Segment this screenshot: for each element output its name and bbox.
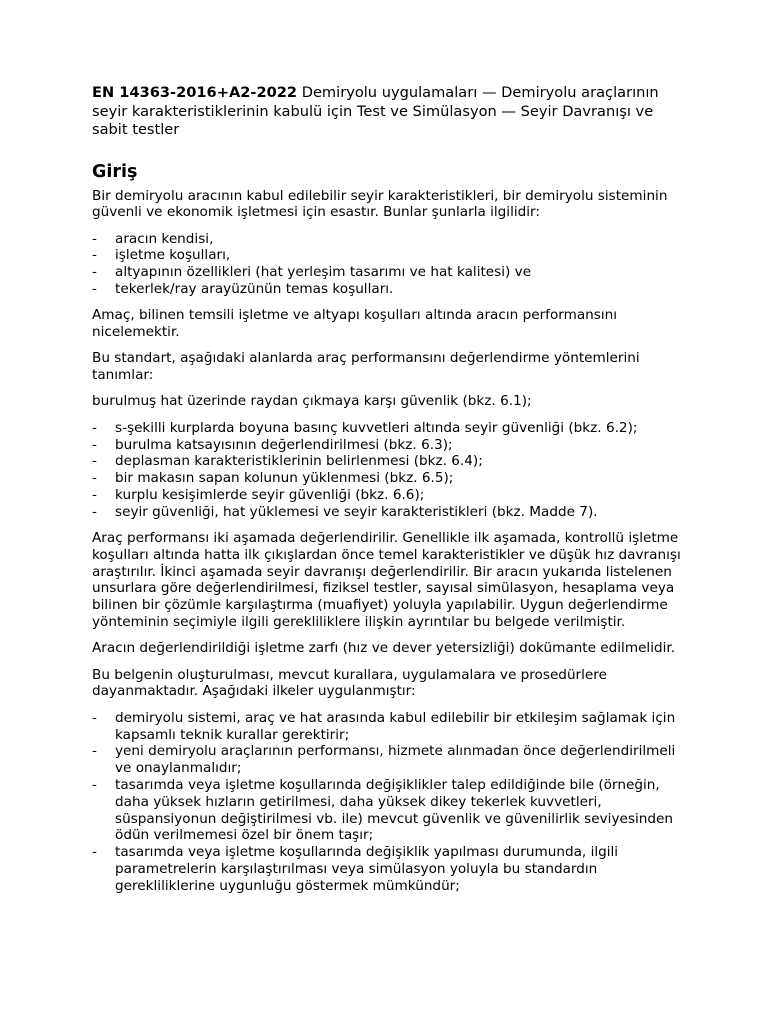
section-heading-introduction: Giriş xyxy=(92,161,138,182)
paragraph-7: Bu belgenin oluşturulması, mevcut kurallara, uygulamalara ve prosedürlere dayanmaktadır. Aşağıdaki ilkeler uygulanmıştır: xyxy=(92,666,607,700)
list-item-text: deplasman karakteristiklerinin belirlenmesi (bkz. 6.4); xyxy=(115,453,483,470)
document-page xyxy=(92,84,682,904)
list-dash: - xyxy=(92,436,97,453)
list-item xyxy=(92,743,682,777)
list-dash: - xyxy=(92,419,97,436)
standard-code: EN 14363-2016+A2-2022 xyxy=(92,84,298,101)
list-item xyxy=(92,264,682,281)
paragraph-4: burulmuş hat üzerinde raydan çıkmaya karşı güvenlik (bkz. 6.1); xyxy=(92,393,532,410)
list-dash: - xyxy=(92,709,97,726)
list-item-text: işletme koşulları, xyxy=(115,247,231,264)
list-item xyxy=(92,453,682,470)
list-dash: - xyxy=(92,503,97,520)
list-dash: - xyxy=(92,486,97,503)
list-item xyxy=(92,231,682,248)
paragraph-1: Bir demiryolu aracının kabul edilebilir seyir karakteristikleri, bir demiryolu sisteminin güvenli ve ekonomik işletmesi için esastır. Bunlar şunlarla ilgilidir: xyxy=(92,187,668,221)
list-item-text: kurplu kesişimlerde seyir güvenliği (bkz. 6.6); xyxy=(115,486,425,503)
list-assessment-areas xyxy=(92,420,682,521)
list-item xyxy=(92,470,682,487)
list-dash: - xyxy=(92,776,97,793)
list-item xyxy=(92,281,682,298)
list-item-text: tasarımda veya işletme koşullarında değişiklik yapılması durumunda, ilgili parametrelerin karşılaştırılması veya simülasyon yoluyla bu standardın gerekliliklerine uygunluğu göstermek mümkündür; xyxy=(115,844,619,894)
list-item xyxy=(92,247,682,264)
list-item-text: tekerlek/ray arayüzünün temas koşulları. xyxy=(115,280,394,297)
list-principles xyxy=(92,710,682,895)
list-item xyxy=(92,504,682,521)
list-item-text: s-şekilli kurplarda boyuna basınç kuvvetleri altında seyir güvenliği (bkz. 6.2); xyxy=(115,419,638,436)
list-dash: - xyxy=(92,743,97,760)
list-dash: - xyxy=(92,470,97,487)
list-item xyxy=(92,710,682,744)
list-dash: - xyxy=(92,453,97,470)
standard-title: Demiryolu uygulamaları — Demiryolu araçlarının seyir karakteristiklerinin kabulü için Test ve Simülasyon — Seyir Davranışı ve sabit testler xyxy=(92,84,659,138)
list-dash: - xyxy=(92,264,97,281)
list-item-text: seyir güvenliği, hat yüklemesi ve seyir karakteristikleri (bkz. Madde 7). xyxy=(115,503,598,520)
list-item xyxy=(92,420,682,437)
list-aspects xyxy=(92,231,682,298)
list-item-text: altyapının özellikleri (hat yerleşim tasarımı ve hat kalitesi) ve xyxy=(115,264,532,281)
list-item-text: aracın kendisi, xyxy=(115,230,214,247)
paragraph-2: Amaç, bilinen temsili işletme ve altyapı koşulları altında aracın performansını nicelemektir. xyxy=(92,307,618,341)
document-title xyxy=(92,84,682,140)
list-dash: - xyxy=(92,844,97,861)
paragraph-6: Aracın değerlendirildiği işletme zarfı (hız ve dever yetersizliği) dokümante edilmelidir. xyxy=(92,640,676,657)
paragraph-5: Araç performansı iki aşamada değerlendirilir. Genellikle ilk aşamada, kontrollü işletme koşulları altında hatta ilk çıkışlardan önce temel karakteristikler ve düşük hız davranışı araştırılır. İkinci aşamada seyir davranışı değerlendirilir. Bir aracın yukarıda listelenen unsurlara göre değerlendirilmesi, fiziksel testler, sayısal simülasyon, hesaplama veya bilinen bir çözümle karşılaştırma (muafiyet) yoluyla yapılabilir. Uygun değerlendirme yönteminin seçimiyle ilgili gerekliliklere ilişkin ayrıntılar bu belgede verilmiştir. xyxy=(92,530,681,631)
list-dash: - xyxy=(92,247,97,264)
list-item-text: demiryolu sistemi, araç ve hat arasında kabul edilebilir bir etkileşim sağlamak için kapsamlı teknik kurallar gerektirir; xyxy=(115,709,676,743)
list-item-text: tasarımda veya işletme koşullarında değişiklikler talep edildiğinde bile (örneğin, daha yüksek hızların getirilmesi, daha yüksek dikey tekerlek kuvvetleri, süspansiyonun değiştirilmesi vb. ile) mevcut güvenlik ve güvenilirlik seviyesinden ödün verilmemesi özel bir önem taşır; xyxy=(115,776,673,844)
list-item-text: bir makasın sapan kolunun yüklenmesi (bkz. 6.5); xyxy=(115,470,454,487)
list-item xyxy=(92,487,682,504)
list-dash: - xyxy=(92,230,97,247)
list-item xyxy=(92,777,682,844)
list-item xyxy=(92,844,682,894)
list-item xyxy=(92,437,682,454)
list-item-text: burulma katsayısının değerlendirilmesi (bkz. 6.3); xyxy=(115,436,453,453)
list-item-text: yeni demiryolu araçlarının performansı, hizmete alınmadan önce değerlendirilmeli ve onaylanmalıdır; xyxy=(115,743,676,777)
paragraph-3: Bu standart, aşağıdaki alanlarda araç performansını değerlendirme yöntemlerini tanımlar: xyxy=(92,350,640,384)
list-dash: - xyxy=(92,280,97,297)
